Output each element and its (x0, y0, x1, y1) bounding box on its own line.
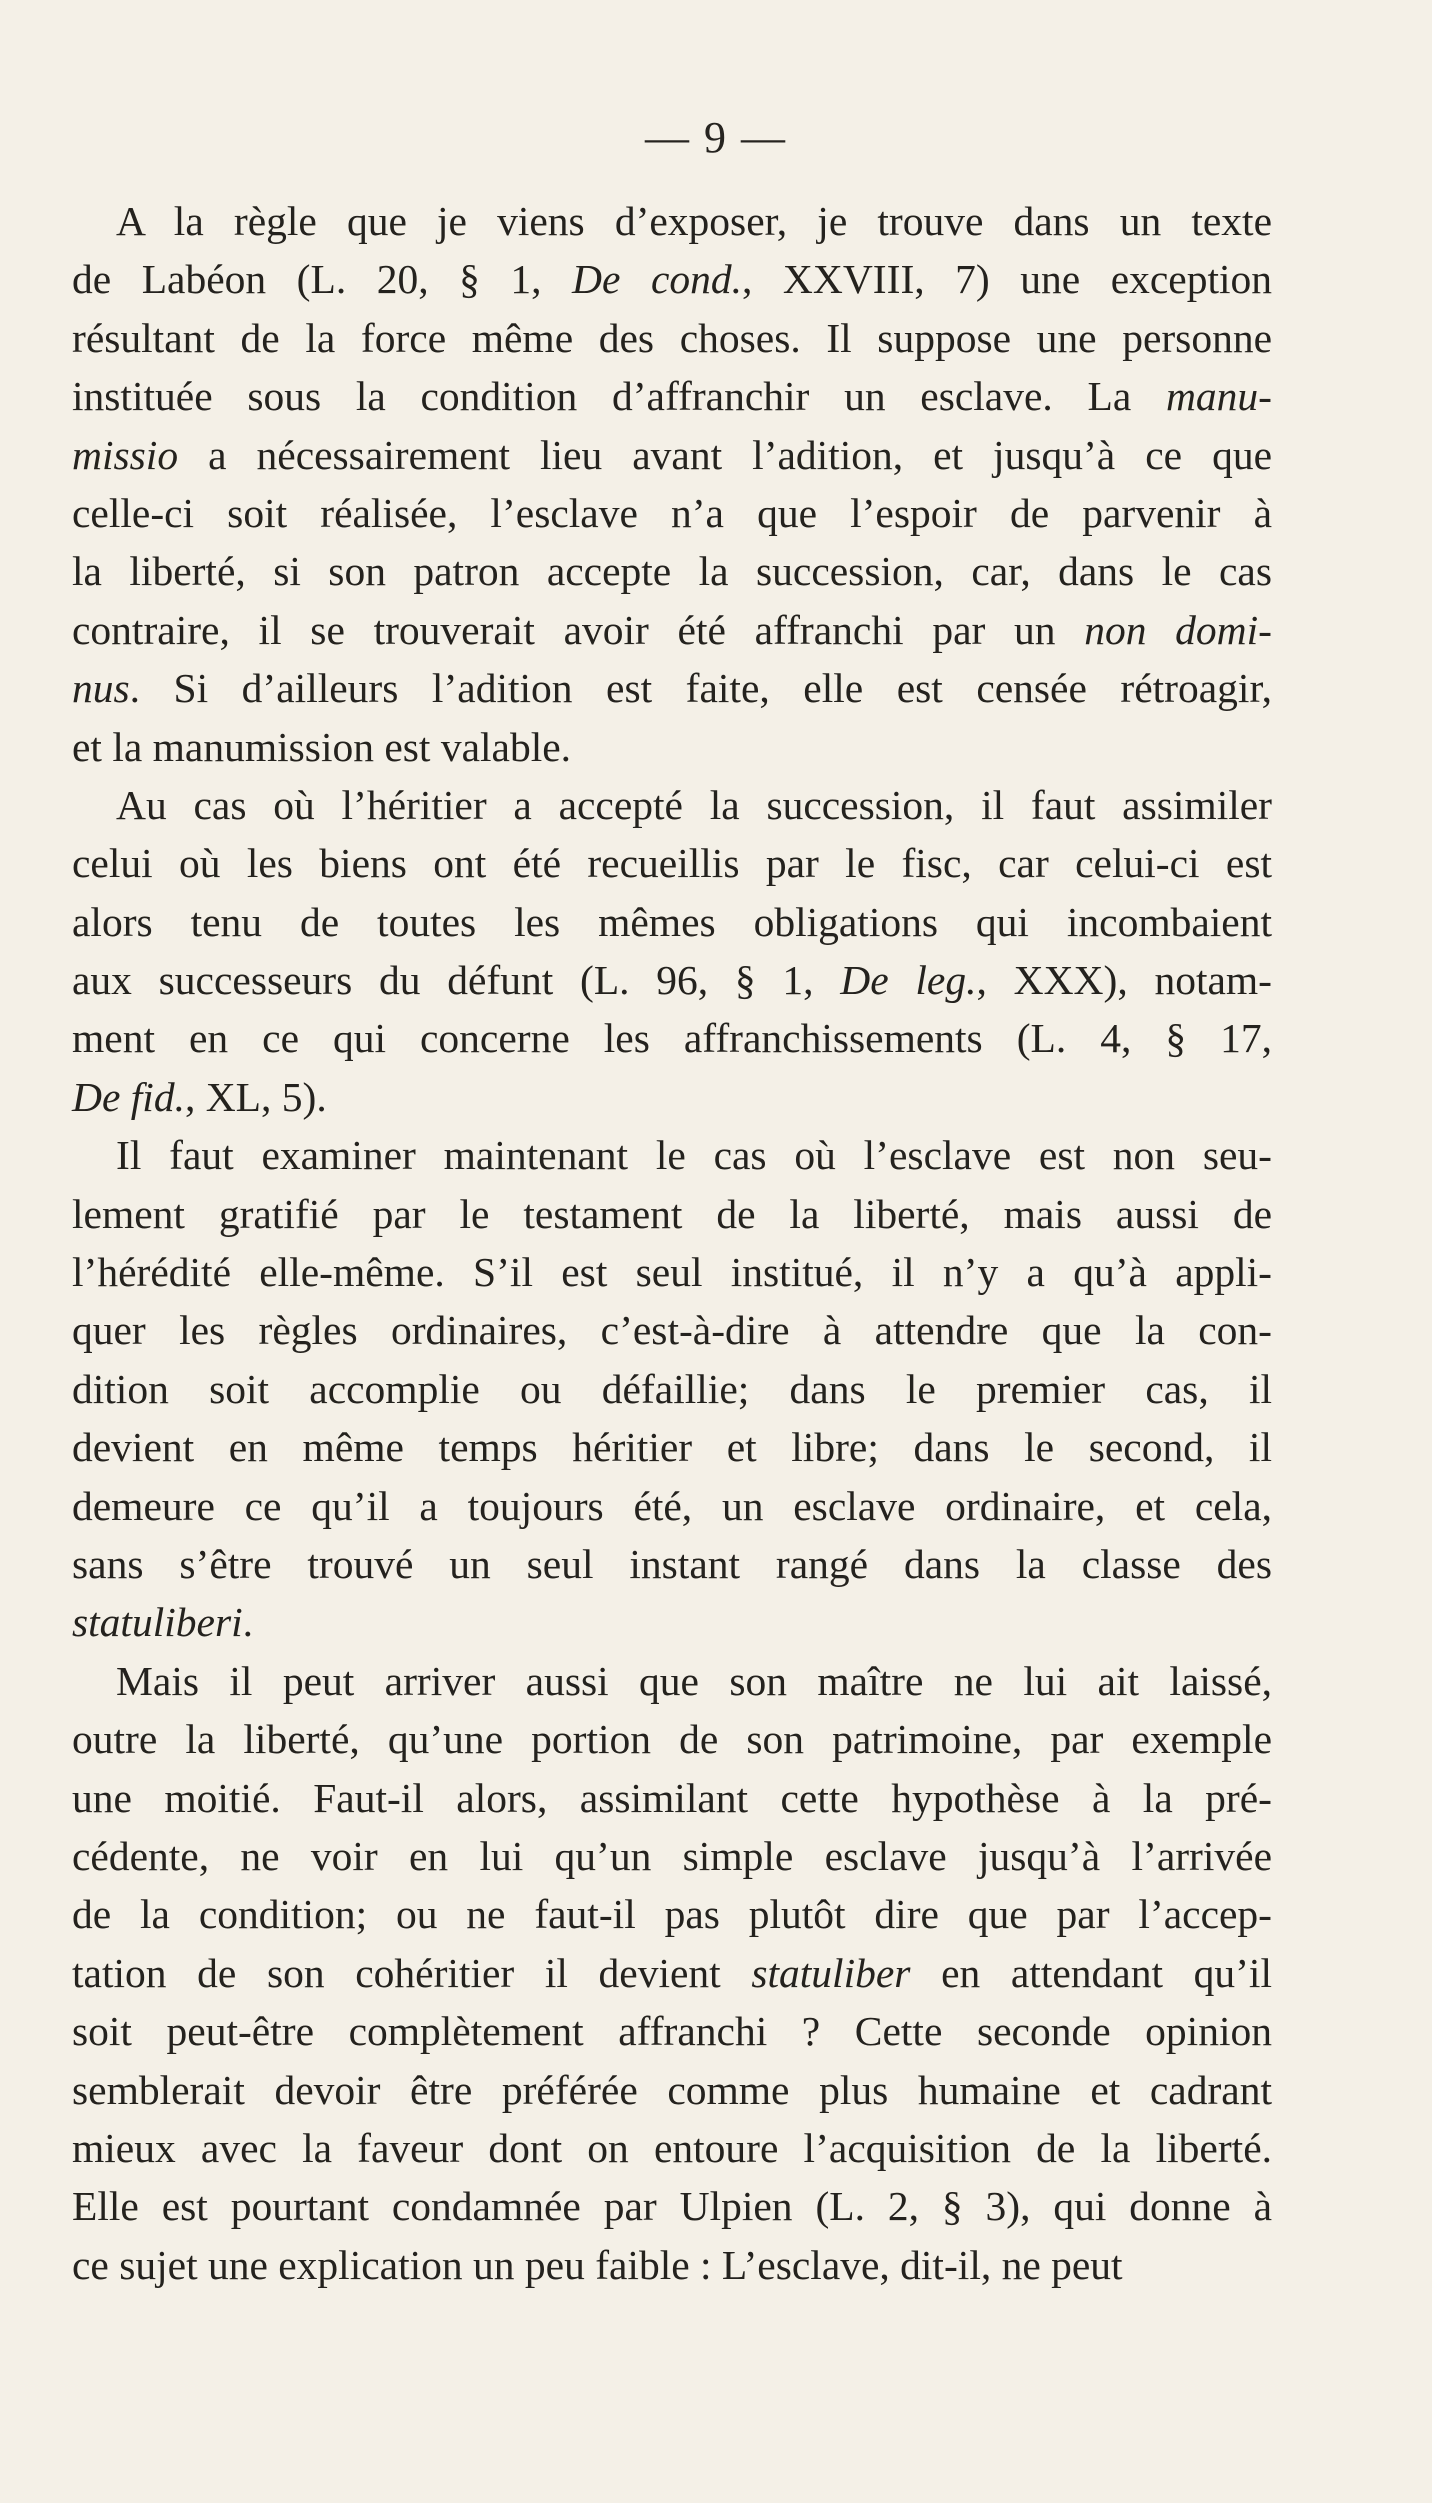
text-line (72, 1535, 1272, 1593)
paragraph (72, 192, 1272, 776)
text-line (72, 834, 1272, 892)
text-segment: la liberté, si son patron accepte la succession, car, dans le cas (72, 548, 1272, 595)
italic-text: statuliber (751, 1949, 911, 1996)
text-line (72, 1068, 1272, 1126)
text-line (72, 192, 1272, 250)
text-line (72, 2236, 1272, 2294)
paragraph (72, 1126, 1272, 1652)
text-line (72, 1885, 1272, 1943)
italic-text: non domi- (1084, 606, 1272, 653)
italic-text: missio (72, 431, 179, 478)
body-text (72, 192, 1272, 2294)
text-segment: en attendant qu’il (910, 1949, 1272, 1996)
italic-text: De leg. (840, 957, 977, 1004)
text-segment: une moitié. Faut-il alors, assimilant cette hypothèse à la pré- (72, 1774, 1272, 1821)
text-segment: , XL, 5). (184, 1073, 327, 1120)
text-line (72, 951, 1272, 1009)
text-segment: soit peut-être complètement affranchi ? Cette seconde opinion (72, 2008, 1272, 2055)
text-line (72, 1185, 1272, 1243)
text-line (72, 1418, 1272, 1476)
text-line (72, 1827, 1272, 1885)
text-line (72, 426, 1272, 484)
text-segment: dition soit accomplie ou défaillie; dans le premier cas, il (72, 1365, 1272, 1412)
text-line (72, 2119, 1272, 2177)
text-segment: . Si d’ailleurs l’adition est faite, elle est censée rétroagir, (129, 665, 1272, 712)
text-line (72, 718, 1272, 776)
text-line (72, 1652, 1272, 1710)
text-segment: a nécessairement lieu avant l’adition, et jusqu’à ce que (178, 431, 1272, 478)
text-line (72, 250, 1272, 308)
text-segment: , XXX), notam- (976, 957, 1272, 1004)
text-segment: semblerait devoir être préférée comme plus humaine et cadrant (72, 2066, 1272, 2113)
text-segment: cédente, ne voir en lui qu’un simple esclave jusqu’à l’arrivée (72, 1832, 1272, 1879)
text-segment: mieux avec la faveur dont on entoure l’acquisition de la liberté. (72, 2124, 1272, 2171)
text-line (72, 1360, 1272, 1418)
text-line (72, 309, 1272, 367)
text-segment: Il faut examiner maintenant le cas où l’esclave est non seu- (116, 1132, 1272, 1179)
text-line (72, 1769, 1272, 1827)
paragraph (72, 776, 1272, 1126)
text-segment: . (242, 1599, 253, 1646)
italic-text: statuliberi (72, 1599, 243, 1646)
text-segment: et la manumission est valable. (72, 723, 572, 770)
text-segment: tation de son cohéritier il devient (72, 1949, 752, 1996)
text-segment: celui où les biens ont été recueillis par le fisc, car celui-ci est (72, 840, 1272, 887)
text-segment: ce sujet une explication un peu faible : L’esclave, dit-il, ne peut (72, 2241, 1123, 2288)
text-line (72, 2061, 1272, 2119)
text-segment: aux successeurs du défunt (L. 96, § 1, (72, 957, 841, 1004)
text-line (72, 2002, 1272, 2060)
text-segment: ment en ce qui concerne les affranchissements (L. 4, § 17, (72, 1015, 1272, 1062)
text-segment: quer les règles ordinaires, c’est-à-dire à attendre que la con- (72, 1307, 1272, 1354)
page-number: — 9 — (645, 113, 787, 162)
text-line (72, 1126, 1272, 1184)
text-line (72, 776, 1272, 834)
text-line (72, 484, 1272, 542)
text-line (72, 1477, 1272, 1535)
text-line (72, 1593, 1272, 1651)
text-segment: Elle est pourtant condamnée par Ulpien (L. 2, § 3), qui donne à (72, 2183, 1272, 2230)
text-segment: sans s’être trouvé un seul instant rangé dans la classe des (72, 1540, 1272, 1587)
text-line (72, 1009, 1272, 1067)
italic-text: De fid. (72, 1073, 185, 1120)
text-segment: contraire, il se trouverait avoir été affranchi par un (72, 606, 1085, 653)
text-line (72, 1944, 1272, 2002)
text-segment: l’hérédité elle-même. S’il est seul institué, il n’y a qu’à appli- (72, 1249, 1272, 1296)
text-segment: de Labéon (L. 20, § 1, (72, 256, 573, 303)
text-line (72, 893, 1272, 951)
text-segment: demeure ce qu’il a toujours été, un esclave ordinaire, et cela, (72, 1482, 1272, 1529)
text-line (72, 1710, 1272, 1768)
text-line (72, 2177, 1272, 2235)
text-segment: alors tenu de toutes les mêmes obligations qui incombaient (72, 898, 1272, 945)
text-segment: résultant de la force même des choses. Il suppose une personne (72, 314, 1272, 361)
text-segment: de la condition; ou ne faut-il pas plutôt dire que par l’accep- (72, 1891, 1272, 1938)
italic-text: manu- (1165, 373, 1272, 420)
text-line (72, 542, 1272, 600)
text-line (72, 1243, 1272, 1301)
text-segment: instituée sous la condition d’affranchir un esclave. La (72, 373, 1166, 420)
italic-text: De cond. (572, 256, 742, 303)
text-segment: Au cas où l’héritier a accepté la succession, il faut assimiler (116, 781, 1272, 828)
text-segment: A la règle que je viens d’exposer, je trouve dans un texte (116, 198, 1272, 244)
text-segment: lement gratifié par le testament de la liberté, mais aussi de (72, 1190, 1272, 1237)
text-line (72, 367, 1272, 425)
text-line (72, 1301, 1272, 1359)
text-segment: Mais il peut arriver aussi que son maître ne lui ait laissé, (116, 1657, 1272, 1704)
italic-text: nus (72, 665, 130, 712)
text-segment: celle-ci soit réalisée, l’esclave n’a que l’espoir de parvenir à (72, 489, 1272, 536)
text-segment: outre la liberté, qu’une portion de son patrimoine, par exemple (72, 1716, 1272, 1763)
text-line (72, 601, 1272, 659)
paragraph (72, 1652, 1272, 2294)
text-segment: devient en même temps héritier et libre; dans le second, il (72, 1424, 1272, 1471)
text-segment: , XXVIII, 7) une exception (742, 256, 1273, 303)
text-line (72, 659, 1272, 717)
